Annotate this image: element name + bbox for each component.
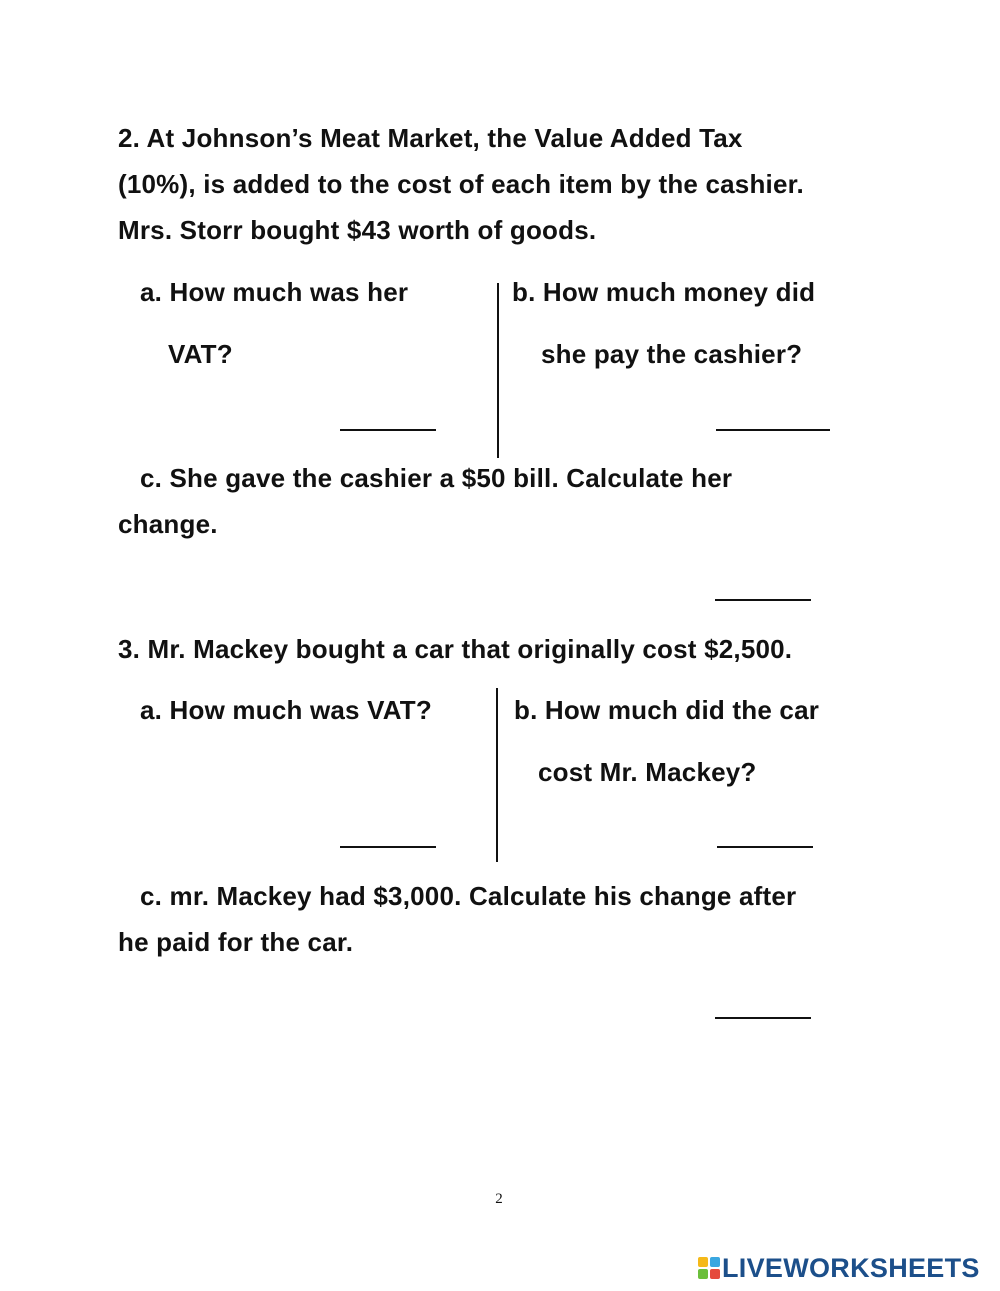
q2a-question-line-2: VAT?: [168, 339, 233, 369]
q2-intro-line-2: (10%), is added to the cost of each item by the cashier.: [118, 169, 804, 199]
q2b-question-line-2: she pay the cashier?: [541, 339, 803, 369]
q2c-question-line-1: c. She gave the cashier a $50 bill. Calculate her: [140, 463, 733, 493]
q2b-question-line-1: b. How much money did: [512, 277, 816, 307]
q3a-answer-blank[interactable]: [340, 846, 436, 848]
q2-column-divider: [497, 283, 499, 458]
q3-column-divider: [496, 688, 498, 862]
q3b-answer-blank[interactable]: [717, 846, 813, 848]
q3b-question-line-1: b. How much did the car: [514, 695, 820, 725]
q2c-answer-blank[interactable]: [715, 599, 811, 601]
q3c-question-line-2: he paid for the car.: [118, 927, 354, 957]
q3-intro: 3. Mr. Mackey bought a car that originally cost $2,500.: [118, 634, 793, 664]
q3c-question-line-1: c. mr. Mackey had $3,000. Calculate his change after: [140, 881, 797, 911]
q2a-answer-blank[interactable]: [340, 429, 436, 431]
liveworksheets-logo-mark: [698, 1257, 720, 1279]
q3a-question-line-1: a. How much was VAT?: [140, 695, 432, 725]
liveworksheets-logo: [698, 1252, 980, 1284]
q2a-question-line-1: a. How much was her: [140, 277, 409, 307]
q2c-question-line-2: change.: [118, 509, 218, 539]
q3c-answer-blank[interactable]: [715, 1017, 811, 1019]
q3b-question-line-2: cost Mr. Mackey?: [538, 757, 757, 787]
q2-intro-line-3: Mrs. Storr bought $43 worth of goods.: [118, 215, 597, 245]
page-number: 2: [495, 1191, 503, 1207]
q2-intro-line-1: 2. At Johnson’s Meat Market, the Value Added Tax: [118, 123, 743, 153]
liveworksheets-brand-name: LIVEWORKSHEETS: [722, 1252, 980, 1283]
q2b-answer-blank[interactable]: [716, 429, 830, 431]
